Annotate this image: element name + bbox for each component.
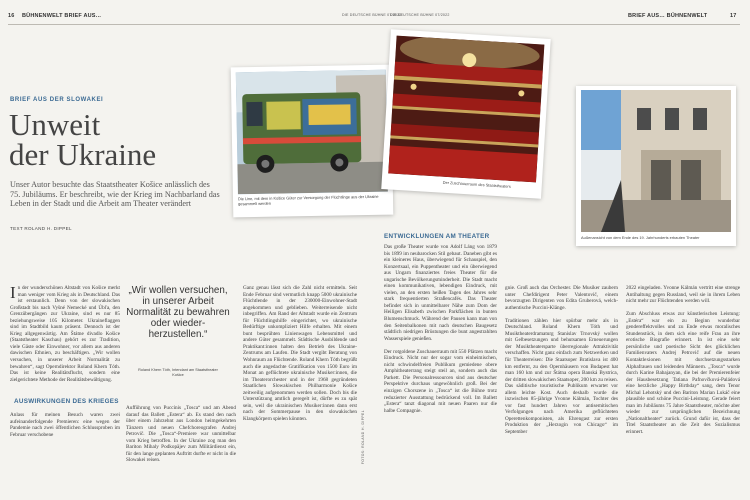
subhead-effects-of-war: AUSWIRKUNGEN DES KRIEGES [14,398,119,405]
drop-cap: I [10,283,16,302]
column-1b: Anlass für meinen Besuch waren zwei aufeinanderfolgende Premieren: eine wegen der Pandemie nach zwei öffentlichen Schlussproben im Februar verschobene [10,412,120,438]
left-page-number: 16 [8,13,15,19]
column-1-text: n der wunderschönen Altstadt von Košice merkt man weniger vom Krieg als in Deutschland. Das ist erstaunlich. Denn von der slowakischen Großstadt bis nach Vyšné Nemecké und Úbľa, den Grenzübergängen zur Ukraine, sind es nur 85 beziehungsweise 105 Kilometer. Ukraineflaggen sind im Stadtbild kaum präsent. Dennoch ist der Krieg allgegenwärtig. Am Štátne divadlo Košice (Staatstheater Kaschau) gehört es zur Tradition, viele Gäste oder Einwohner, vor allem aus anderen dawischen Ethnien, zu beschäftigen. „Wir wollen versuchen, in unserer Arbeit Normalität zu bewahren“, sagt Operndirektor Roland Khern Tóth. Das ist keine Realitätsflucht, sondern eine zielgerichtete Methode der Realitätsbewältigung. [10,285,120,383]
header-rule [8,24,740,25]
photo-facade [581,90,731,232]
article-kicker: BRIEF AUS DER SLOWAKEI [10,97,104,103]
pull-quote-source: Roland Khern Tóth, Intendant am Staatstheater Košice [138,368,218,377]
pull-quote: „Wir wollen versuchen, in unserer Arbeit Normalität zu bewahren oder wieder-herzustellen.“ [126,285,230,340]
title-line-1: Unweit [9,107,101,142]
photo-hall [388,36,544,183]
photo-hall-frame [381,29,550,198]
left-section-header: BÜHNENWELT BRIEF AUS… [22,13,102,19]
caption-bus: Die Line, mit dem in Košice Güter zur Versorgung der Flüchtlinge aus der Ukraine gesammelt werden [237,193,379,206]
right-page-number: 17 [730,13,737,19]
column-6: 2022 eingeladen. Yvonne Kálmán vertritt eine strenge Antihaltung gegen Russland, weil sie in ihrem Leben nicht mehr zur Flüchtenden werden will. Zum Abschluss etwas zur künstlerischen Leistung: „Estéra“ war ein zu Beginn wunderbar gendereffektvolles und zu Ende etwas moralisches Stundenstück, in dem sich eine reife Frau an ihre erotische Biografie erinnert. In ist eine sehr persönliche und poetische Sicht des glücklichen Familienvaters Andrej Petrovič auf die neuen Kontaktlexionen mit durchsetzungsstarken Alphafrauen und leidenden Männern. „Tosca“ wurde durch Karine Babajanyan, die bei der Premierenfeier der Hausbesetzung Tatiana Pafnovčková-Paládová eine herzliche „Happy Birthday“ sang, dem Tenor Michal Lehotský und den Bariton Marian Lukáč eine plausible und schöne Puccini-Leistung. Gerade feiert man im Jubiläums 75 Jahre Staatstheater, möchte aber wieder zur ursprünglichen Bezeichnung „Nationaltheater“ zurück. Grund dafür ist, dass der Titel Staatstheater an die Zeit des Sozialismus erinnert. [626,285,740,436]
title-line-2: der Ukraine [9,137,157,172]
subhead-theatre-developments: ENTWICKLUNGEN AM THEATER [384,233,490,240]
article-intro: Unser Autor besuchte das Staatstheater Košice anlässlich des 75. Jubiläums. Er beschreibt, wie der Krieg im Nachbarland das Leben in der Stadt und die Arbeit am Theater verändert [10,180,220,209]
photo-bus-frame [231,65,394,218]
column-3: Ganz genau lässt sich die Zahl nicht ermitteln. Seit Ende Februar sind vermutlich knapp 5000 ukrainische Flüchtlende in der 230000-Einwohner-Stadt angekommen und geblieben. Weiterreisende nicht inbegriffen. Am Rand der Altstadt wurde ein Zentrum für Flüchtlingshilfe eingerichtet, wo ukrainische Bedürftige unkompliziert Hilfe erhalten. Mit einem bunt besprühten Linienwagen Lebensmittel und andere Güter gesammelt. Städtische Ausbildende und Praktikant:innen halten den Betrieb des Ukraine-Zentrums am Laufen. Die Stadt vergibt Beratung von Wohnraum an Flüchtende. Roland Khern Tóth begrüßt auch die angedachte Gratifikation von 1500 Euro im Monat an geflüchtete ukrainische Musiker:innen, die im Theaterorchester und in der 1968 gegründeten Staatlichen Slowakischen Philharmonie Košice zeitweilig aufgenommen werden sollen. Doch bis die Unterstützung amtlich geregelt ist, dürfte es zu spät sein, weil die ukrainischen Musiker:innen dann erst nach der Sommerpause in den slowakischen Klangkörpern spielen könnten. [243,285,357,422]
left-folio: DIE DEUTSCHE BÜHNE 07/2022 [342,13,402,17]
column-4: Das große Theater wurde von Adolf Láng von 1879 bis 1899 im neubarocken Stil gebaut. Daneben gibt es ein kleineres Haus, überwiegend für Schauspiel, den Konzertsaal, ein Puppentheater und ein überwiegend aus Ungarn finanziertes freies Theater für die ungarische Bevölkerungsminderheit. Die Stadt macht einen kommunikativen, lebendigen Eindruck, mit vielen, an den ersten heißen Tagen des Jahres sehr stark frequentierten Straßencafés. Das Theater befindet sich in unmittelbarer Nähe zum Dom der Heiligen Elisabeth zwischen Parkflächen in bunten Blumenschmuck. Während der Pausen kann man von den Seitenbalkonen mit nach deutschen Baugesetz städtlich niedrigen Brüstungen die bunt angestrahlten Wasserspiele genießen. Der rotgoldene Zuschauerraum mit 550 Plätzen macht Eindruck. Nicht nur der sogar vom einheimischen, nicht schwindelfreien Publikum gemiedene obere Amphitheaterrang steigt steil an, sondern auch das Parkett. Die Personalressourcen sind aus deutscher Perspektive durchaus ungewöhnlich groß. Bei der einzigen Chorszene in „Tosca“ ist die Bühne trotz reduzierter Ausstattung bedrückend voll. Im Ballett „Estera“ tanzt diagonal mit neuen Paaren nur die halbe Compagnie. [384,244,497,414]
photo-bus [236,70,388,195]
byline: TEXT ROLAND H. DIPPEL [10,226,72,231]
article-title [9,107,157,172]
column-5: gnie. Groß auch das Orchester. Die Musiker zaubern unter Chefdirigent Peter Valentovič, einem bevorzugten Dirigenten von Edita Gruberová, welch-authentische Puccini-Klänge. Traditionen zählen hier spürbar mehr als in Deutschland. Roland Khern Tóth und Musiktheaterdramaturg Stanislav Trnovský wollen mit Gelbesetzungen und behutsamen Erneuerungen der Musiktheatersparte überregionale Attraktivität verschaffen. Nicht ganz einfach zum Netzwerken und für Theaterreisen: Die Staatsoper Bratislava ist 400 km entfernt, zu den Opernhäusern von Budapest hat man 160 km und zur Štátna opera Banská Bystrica, der dritten slowakischen Staatsoper, 200 km zu reisen. Das säditische touristische Publikum erwartet vor allem leichte Kost. Auch deshalb wurde die inzwischen 85-jährige Yvonne Kálmán, Tochter des vor fast hundert Jahren vor antisemitischen Verfolgungen nach Amerika geflüchteten Operettenkomponisten, als Ehrengast zur ersten Produktion der „Herzogin von Chicago“ im September [505,285,618,436]
caption-facade: Außenansicht von dem Ende des 19. Jahrhunderts erbauten Theater [581,235,700,240]
right-folio: DIE DEUTSCHE BÜHNE 07/2022 [390,13,450,17]
caption-hall: Der Zuschauerraum des Staatstheaters [442,179,511,189]
column-2: Aufführung von Puccinis „Tosca“ und am Abend darauf das Ballett „Estera“ ab. Es stand den nach über einem Jahrzehnt aus London heimgekehrten Tänzern und neuen Chefchoreografen Andrej Petrovič. Die „Tosca“-Premiere war unmittelbar vom Krieg betroffen. In der Ukraine zog man den Bariton Mihaly Podkopäjev zum Militärdienst ein, für den lange geplanten Auftritt durfte er nicht in die Slowakei reisen. [126,405,236,464]
photo-credit: FOTOS: ROLAND H. DIPPEL [361,410,365,465]
right-section-header: BRIEF AUS… BÜHNENWELT [628,13,708,19]
column-1 [10,285,120,383]
photo-facade-frame [576,86,736,246]
